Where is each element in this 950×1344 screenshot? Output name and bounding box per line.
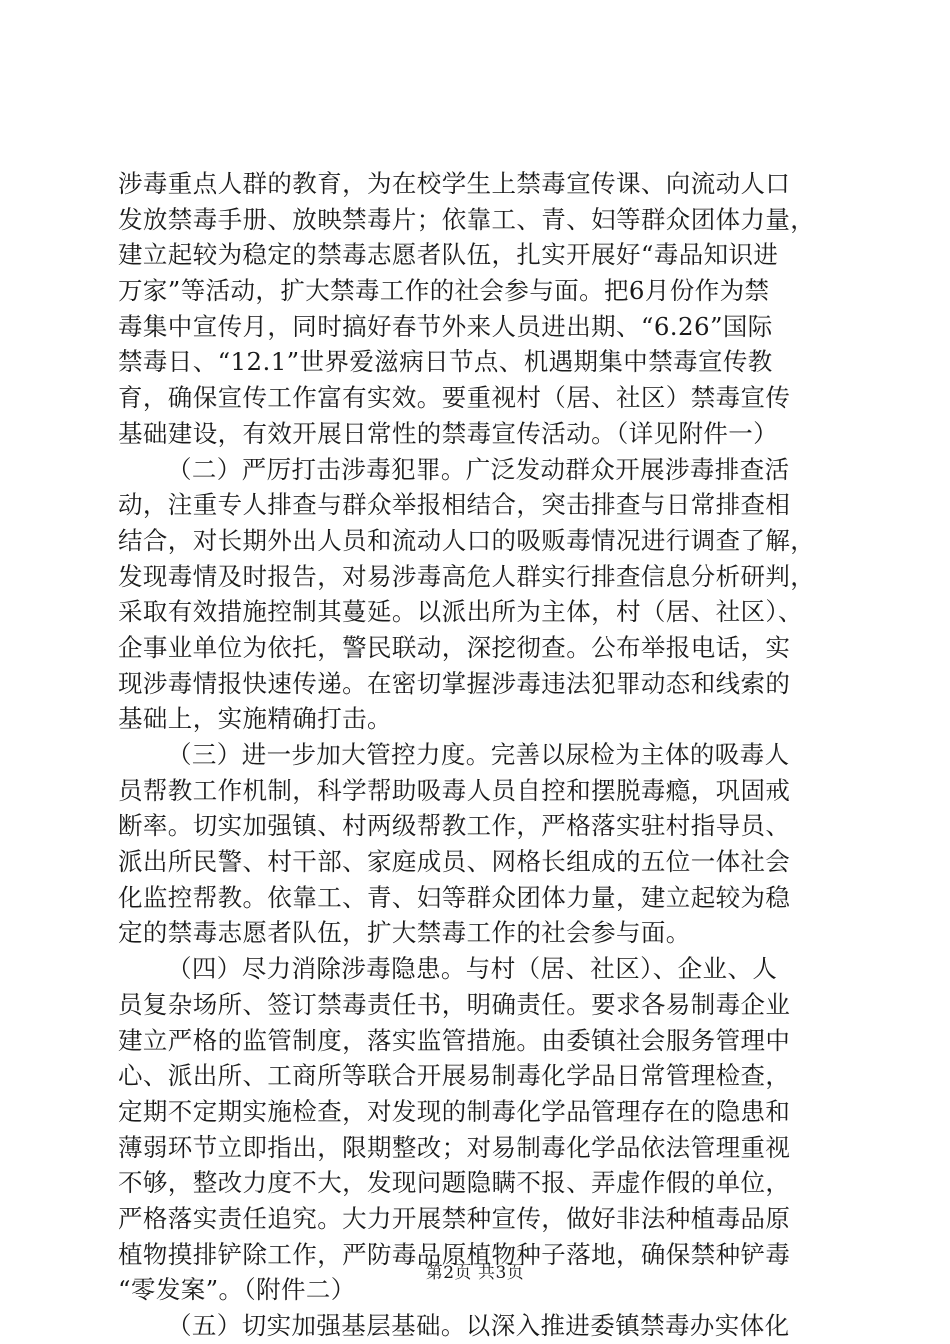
paragraph-first-line: （三）进一步加大管控力度。完善以尿检为主体的吸毒人 [167,740,790,769]
text-line: 严格落实责任追究。大力开展禁种宣传，做好非法种植毒品原 [118,1203,791,1233]
text-line: 化监控帮教。依靠工、青、妇等群众团体力量，建立起较为稳 [118,882,791,912]
paragraph-first-line: （四）尽力消除涉毒隐患。与村（居、社区）、企业、人 [167,954,778,984]
text-line: 现涉毒情报快速传递。在密切掌握涉毒违法犯罪动态和线索的 [118,668,791,698]
paragraph-first-line: （二）严厉打击涉毒犯罪。广泛发动群众开展涉毒排查活 [167,454,790,484]
text-line: 断率。切实加强镇、村两级帮教工作，严格落实驻村指导员、 [118,811,791,841]
page-footer: 第2页 共3页 [425,1263,525,1283]
text-line: 结合，对长期外出人员和流动人口的吸贩毒情况进行调查了解， [118,525,816,555]
text-line: 定期不定期实施检查，对发现的制毒化学品管理存在的隐患和 [118,1096,791,1126]
text-line: 万家”等活动，扩大禁毒工作的社会参与面。把6月份作为禁 [118,276,770,306]
document-body [118,166,838,1344]
text-line: 派出所民警、村干部、家庭成员、网格长组成的五位一体社会 [118,847,791,877]
text-line: 薄弱环节立即指出，限期整改；对易制毒化学品依法管理重视 [118,1132,791,1162]
text-line: 禁毒日、“12.1”世界爱滋病日节点、机遇期集中禁毒宣传教 [118,347,773,377]
text-line: 涉毒重点人群的教育，为在校学生上禁毒宣传课、向流动人口 [118,169,791,198]
text-line: 员复杂场所、签订禁毒责任书，明确责任。要求各易制毒企业 [118,989,791,1019]
text-line: 心、派出所、工商所等联合开展易制毒化学品日常管理检查， [118,1061,791,1091]
text-line: 定的禁毒志愿者队伍，扩大禁毒工作的社会参与面。 [118,918,691,948]
text-line: “零发案”。（附件二） [118,1275,356,1305]
text-line: 员帮教工作机制，科学帮助吸毒人员自控和摆脱毒瘾，巩固戒 [118,775,791,805]
text-line: 采取有效措施控制其蔓延。以派出所为主体，村（居、社区）、 [118,597,803,627]
text-line: 发放禁毒手册、放映禁毒片；依靠工、青、妇等群众团体力量， [118,204,816,234]
text-line: 企事业单位为依托，警民联动，深挖彻查。公布举报电话，实 [118,632,791,662]
text-line: 育，确保宣传工作富有实效。要重视村（居、社区）禁毒宣传 [118,383,791,413]
text-line: 不够，整改力度不大，发现问题隐瞒不报、弄虚作假的单位， [118,1168,791,1198]
text-line: 植物摸排铲除工作，严防毒品原植物种子落地，确保禁种铲毒 [118,1239,791,1269]
paragraph-first-line: （五）切实加强基层基础。以深入推进委镇禁毒办实体化 [167,1311,790,1340]
text-line: 建立严格的监管制度，落实监管措施。由委镇社会服务管理中 [118,1025,791,1055]
text-line: 基础建设，有效开展日常性的禁毒宣传活动。（详见附件一） [118,418,779,448]
text-line: 建立起较为稳定的禁毒志愿者队伍，扎实开展好“毒品知识进 [118,240,779,270]
text-line: 发现毒情及时报告，对易涉毒高危人群实行排查信息分析研判， [118,561,816,591]
text-line: 毒集中宣传月，同时搞好春节外来人员进出期、“6.26”国际 [118,311,773,341]
text-line: 动，注重专人排查与群众举报相结合，突击排查与日常排查相 [118,490,791,520]
text-line: 基础上，实施精确打击。 [118,704,392,734]
